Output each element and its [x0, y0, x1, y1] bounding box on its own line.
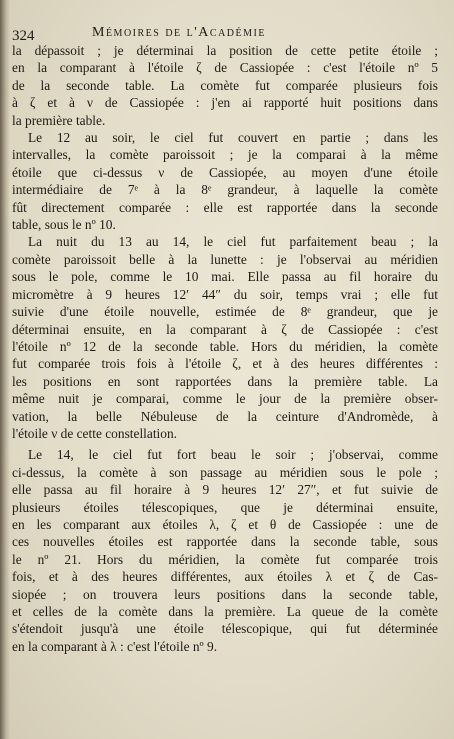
text-line: même nuit je comparai, comme le jour de la première obser-: [12, 391, 438, 407]
text-line: en la comparant à l'étoile ζ de Cassiopée : c'est l'étoile nº 5: [12, 60, 438, 76]
text-line: table, sous le nº 10.: [12, 217, 116, 233]
body-text: [12, 42, 438, 655]
text-line: comète paroissoit belle à la lunette : je l'observai au méridien: [12, 251, 438, 267]
text-line: les positions en sont rapportées dans la première table. La: [12, 373, 438, 389]
text-line: s'étendoit jusqu'à une étoile télescopique, qui fut déterminée: [12, 621, 438, 637]
text-line: elle passa au fil horaire à 9 heures 12′ 27″, et fut suivie de: [12, 482, 438, 498]
text-line: ces nouvelles étoiles est rapportée dans la seconde table, sous: [12, 534, 438, 550]
paragraph-start-line: Le 14, le ciel fut fort beau le soir ; j'observai, comme: [28, 447, 438, 463]
text-line: fut comparée trois fois à l'étoile ζ, et à des heures différentes :: [12, 356, 438, 372]
text-line: la première table.: [12, 112, 106, 128]
text-line: fois, et à des heures différentes, aux étoiles λ et ζ de Cas-: [12, 569, 438, 585]
text-line: vation, la belle Nébuleuse de la ceinture d'Andromède, à: [12, 408, 438, 424]
text-line: intermédiaire de 7ᵉ à la 8ᵉ grandeur, à laquelle la comète: [12, 182, 438, 198]
text-line: sous le pole, comme le 10 mai. Elle passa au fil horaire du: [12, 269, 438, 285]
page-number: 324: [12, 28, 35, 44]
text-line: à ζ et à ν de Cassiopée : j'en ai rapporté huit positions dans: [12, 95, 438, 111]
text-line: plusieurs étoiles télescopiques, que je déterminai ensuite,: [12, 499, 438, 515]
text-line: et celles de la comète dans la première. La queue de la comète: [12, 604, 438, 619]
text-line: déterminai ensuite, en la comparant à ζ de Cassiopée : c'est: [12, 321, 438, 337]
text-line: l'étoile nº 12 de la seconde table. Hors du méridien, la comète: [12, 338, 438, 354]
text-line: en les comparant aux étoiles λ, ζ et θ de Cassiopée : une de: [12, 516, 438, 532]
text-line: le nº 21. Hors du méridien, la comète fut comparée trois: [12, 551, 438, 567]
page-gutter-shadow: [0, 0, 10, 739]
text-line: la dépassoit ; je déterminai la position de cette petite étoile ;: [12, 43, 438, 58]
text-line: intervalles, la comète paroissoit ; je la comparai à la même: [12, 147, 438, 163]
text-line: ci-dessus, la comète à son passage au méridien sous le pole ;: [12, 464, 438, 480]
paragraph-start-line: La nuit du 13 au 14, le ciel fut parfaitement beau ; la: [28, 234, 438, 250]
running-head: Mémoires de l'Académie: [92, 25, 266, 40]
text-line: fût directement comparée : elle est rapportée dans la seconde: [12, 199, 438, 215]
text-line: micromètre à 9 heures 12′ 44″ du soir, temps vrai ; elle fut: [12, 286, 438, 302]
paragraph-start-line: Le 12 au soir, le ciel fut couvert en partie ; dans les: [28, 130, 438, 146]
text-line: en la comparant à λ : c'est l'étoile nº 9.: [12, 638, 218, 654]
text-line: étoile que ci-dessus ν de Cassiopée, au moyen d'une étoile: [12, 164, 438, 180]
text-line: siopée ; on trouvera leurs positions dans la seconde table,: [12, 586, 438, 602]
text-line: de la seconde table. La comète fut comparée plusieurs fois: [12, 77, 438, 93]
text-line: l'étoile ν de cette constellation.: [12, 425, 178, 441]
text-line: suivie d'une étoile nouvelle, estimée de 8ᵉ grandeur, que je: [12, 304, 438, 320]
